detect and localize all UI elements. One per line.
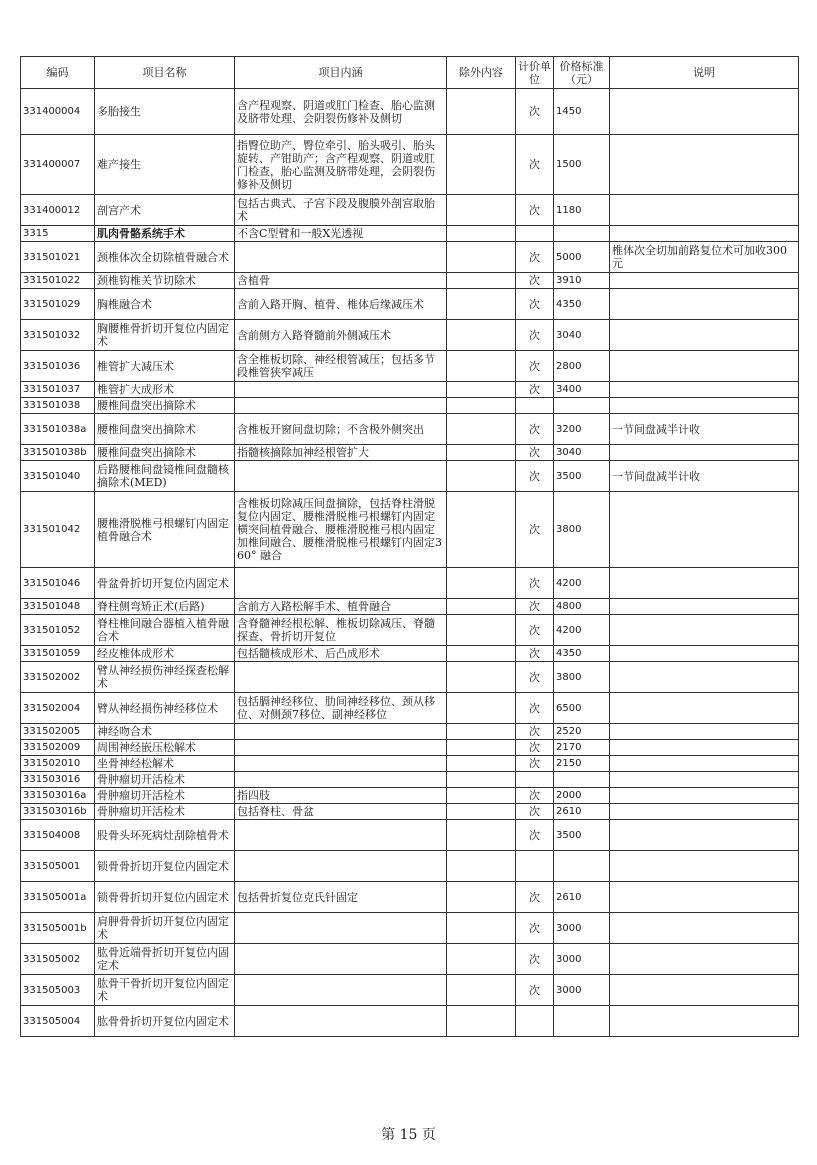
item-price [554,226,610,242]
item-code: 331501032 [21,320,95,351]
item-exclusions [447,398,516,414]
item-name: 肱骨骨折切开复位内固定术 [95,1006,235,1037]
item-note [610,820,799,851]
item-content: 包括古典式、子宫下段及腹膜外剖宫取胎术 [235,195,447,226]
table-row [21,195,799,226]
item-unit [516,398,554,414]
item-content [235,398,447,414]
item-price: 4200 [554,568,610,599]
item-name: 周围神经嵌压松解术 [95,740,235,756]
item-name: 胸椎融合术 [95,289,235,320]
item-note [610,135,799,195]
item-code: 331505002 [21,944,95,975]
table-row [21,944,799,975]
item-price: 2520 [554,724,610,740]
item-name: 颈椎体次全切除植骨融合术 [95,242,235,273]
table-row [21,226,799,242]
item-price: 3000 [554,975,610,1006]
item-content: 包括脊柱、骨盆 [235,804,447,820]
item-exclusions [447,882,516,913]
item-code: 331501048 [21,599,95,615]
item-price: 2610 [554,882,610,913]
price-table-sheet [20,56,798,1037]
item-note [610,615,799,646]
item-name: 腰椎间盘突出摘除术 [95,398,235,414]
item-note [610,382,799,398]
item-code: 331502010 [21,756,95,772]
item-content [235,740,447,756]
item-note [610,788,799,804]
item-unit: 次 [516,492,554,568]
header-name: 项目名称 [95,57,235,89]
item-unit: 次 [516,135,554,195]
item-exclusions [447,913,516,944]
table-row [21,662,799,693]
item-name: 臂从神经损伤神经探查松解术 [95,662,235,693]
item-name: 椎管扩大减压术 [95,351,235,382]
header-content: 项目内涵 [235,57,447,89]
item-code: 331501021 [21,242,95,273]
item-unit: 次 [516,289,554,320]
item-content [235,913,447,944]
item-exclusions [447,756,516,772]
item-code: 331502002 [21,662,95,693]
item-price: 2610 [554,804,610,820]
item-content [235,1006,447,1037]
table-row [21,646,799,662]
item-code: 331501059 [21,646,95,662]
table-row [21,414,799,445]
table-row [21,724,799,740]
item-exclusions [447,599,516,615]
item-content: 含前方入路松解手术、植骨融合 [235,599,447,615]
item-note [610,693,799,724]
item-content: 含椎板切除减压间盘摘除，包括脊柱滑脱复位内固定、腰椎滑脱椎弓根螺钉内固定横突间植骨融合、腰椎滑脱椎弓根内固定加椎间融合、腰椎滑脱椎弓根螺钉内固定360° 融合 [235,492,447,568]
item-price [554,398,610,414]
item-exclusions [447,414,516,445]
item-content [235,242,447,273]
item-code: 331501022 [21,273,95,289]
item-code: 331400007 [21,135,95,195]
item-name: 锁骨骨折切开复位内固定术 [95,882,235,913]
item-price: 2150 [554,756,610,772]
item-exclusions [447,772,516,788]
item-exclusions [447,693,516,724]
item-content: 含椎板开窗间盘切除；不含极外侧突出 [235,414,447,445]
table-row [21,135,799,195]
item-note: 一节间盘减半计收 [610,461,799,492]
item-code: 331503016a [21,788,95,804]
table-body [21,89,799,1037]
item-unit: 次 [516,975,554,1006]
item-code: 331503016 [21,772,95,788]
item-content [235,944,447,975]
item-name: 神经吻合术 [95,724,235,740]
item-name: 股骨头坏死病灶刮除植骨术 [95,820,235,851]
item-note [610,289,799,320]
item-unit: 次 [516,615,554,646]
item-content [235,975,447,1006]
item-name: 多胎接生 [95,89,235,135]
item-note [610,662,799,693]
item-note [610,944,799,975]
item-price: 6500 [554,693,610,724]
table-row [21,568,799,599]
item-unit: 次 [516,273,554,289]
table-row [21,242,799,273]
item-note [610,568,799,599]
item-price: 1450 [554,89,610,135]
item-unit: 次 [516,724,554,740]
item-name: 臂从神经损伤神经移位术 [95,693,235,724]
item-note: 一节间盘减半计收 [610,414,799,445]
item-exclusions [447,1006,516,1037]
item-exclusions [447,382,516,398]
table-row [21,273,799,289]
header-unit: 计价单位 [516,57,554,89]
item-exclusions [447,615,516,646]
item-exclusions [447,273,516,289]
item-name: 腰椎间盘突出摘除术 [95,445,235,461]
item-note [610,398,799,414]
item-price: 1180 [554,195,610,226]
item-exclusions [447,351,516,382]
item-price: 3500 [554,461,610,492]
item-name: 难产接生 [95,135,235,195]
table-row [21,492,799,568]
item-price [554,1006,610,1037]
item-exclusions [447,242,516,273]
item-price: 3500 [554,820,610,851]
item-exclusions [447,820,516,851]
item-exclusions [447,320,516,351]
item-unit [516,1006,554,1037]
item-unit: 次 [516,89,554,135]
item-note [610,226,799,242]
item-name: 坐骨神经松解术 [95,756,235,772]
item-price [554,851,610,882]
item-price: 3800 [554,662,610,693]
item-content: 不含C型臂和一般X光透视 [235,226,447,242]
item-name: 腰椎滑脱椎弓根螺钉内固定植骨融合术 [95,492,235,568]
table-row [21,820,799,851]
item-exclusions [447,851,516,882]
page-number: 第 15 页 [381,1127,436,1143]
item-content [235,662,447,693]
item-content [235,724,447,740]
item-exclusions [447,226,516,242]
item-name: 后路腰椎间盘镜椎间盘髓核摘除术(MED) [95,461,235,492]
table-row [21,289,799,320]
item-code: 331501037 [21,382,95,398]
table-row [21,851,799,882]
item-code: 331501040 [21,461,95,492]
item-unit: 次 [516,882,554,913]
item-price: 4800 [554,599,610,615]
item-content [235,756,447,772]
item-unit: 次 [516,913,554,944]
item-note [610,273,799,289]
item-note [610,975,799,1006]
item-exclusions [447,461,516,492]
item-name: 脊柱椎间融合器植入植骨融合术 [95,615,235,646]
item-exclusions [447,646,516,662]
item-unit [516,226,554,242]
item-price: 3000 [554,913,610,944]
item-unit: 次 [516,756,554,772]
item-content: 指臀位助产、臀位牵引、胎头吸引、胎头旋转、产钳助产；含产程观察、阴道或肛门检查，胎心监测及脐带处理，会阴裂伤修补及侧切 [235,135,447,195]
item-unit: 次 [516,820,554,851]
item-unit [516,851,554,882]
item-name: 肌肉骨骼系统手术 [95,226,235,242]
table-row [21,461,799,492]
item-unit: 次 [516,568,554,599]
item-name: 锁骨骨折切开复位内固定术 [95,851,235,882]
item-unit: 次 [516,804,554,820]
item-content [235,851,447,882]
table-row [21,599,799,615]
item-unit: 次 [516,788,554,804]
item-code: 331400004 [21,89,95,135]
item-name: 肱骨干骨折切开复位内固定术 [95,975,235,1006]
item-code: 331504008 [21,820,95,851]
item-content: 指四肢 [235,788,447,804]
item-code: 331400012 [21,195,95,226]
price-table [20,56,799,1037]
item-price: 3040 [554,445,610,461]
item-name: 肩胛骨骨折切开复位内固定术 [95,913,235,944]
item-price: 2170 [554,740,610,756]
item-code: 331502004 [21,693,95,724]
item-unit: 次 [516,662,554,693]
item-content: 包括膈神经移位、肋间神经移位、颈从移位、对侧颈7移位、副神经移位 [235,693,447,724]
item-content [235,772,447,788]
item-price: 3400 [554,382,610,398]
item-exclusions [447,724,516,740]
item-price: 2000 [554,788,610,804]
table-row [21,445,799,461]
item-exclusions [447,492,516,568]
item-name: 骨肿瘤切开活检术 [95,772,235,788]
item-note [610,804,799,820]
item-unit: 次 [516,445,554,461]
item-unit: 次 [516,646,554,662]
item-price: 3000 [554,944,610,975]
item-price: 4350 [554,646,610,662]
table-row [21,772,799,788]
table-row [21,351,799,382]
item-note [610,724,799,740]
item-price: 3040 [554,320,610,351]
item-code: 331501029 [21,289,95,320]
item-code: 331505001b [21,913,95,944]
item-note [610,646,799,662]
item-code: 331505001a [21,882,95,913]
item-note [610,756,799,772]
item-name: 脊柱侧弯矫正术(后路) [95,599,235,615]
item-content: 含产程观察、阴道或肛门检查、胎心监测及脐带处理、会阴裂伤修补及侧切 [235,89,447,135]
item-price: 3800 [554,492,610,568]
item-content [235,820,447,851]
item-name: 椎管扩大成形术 [95,382,235,398]
item-code: 331502005 [21,724,95,740]
table-row [21,882,799,913]
item-price: 4200 [554,615,610,646]
item-code: 331501046 [21,568,95,599]
item-code: 331505001 [21,851,95,882]
item-content [235,461,447,492]
header-note: 说明 [610,57,799,89]
item-note [610,445,799,461]
table-row [21,320,799,351]
item-code: 331501052 [21,615,95,646]
table-row [21,788,799,804]
item-price: 1500 [554,135,610,195]
item-content [235,568,447,599]
item-price [554,772,610,788]
item-content: 含植骨 [235,273,447,289]
item-note: 椎体次全切加前路复位术可加收300元 [610,242,799,273]
table-row [21,975,799,1006]
item-unit: 次 [516,320,554,351]
item-unit: 次 [516,414,554,445]
item-code: 331501036 [21,351,95,382]
item-exclusions [447,804,516,820]
item-unit: 次 [516,351,554,382]
table-row [21,382,799,398]
table-row [21,615,799,646]
item-name: 颈椎钩椎关节切除术 [95,273,235,289]
item-code: 331505004 [21,1006,95,1037]
item-note [610,882,799,913]
header-exclusions: 除外内容 [447,57,516,89]
item-name: 经皮椎体成形术 [95,646,235,662]
item-unit: 次 [516,461,554,492]
item-code: 331505003 [21,975,95,1006]
table-header-row [21,57,799,89]
table-row [21,756,799,772]
item-name: 腰椎间盘突出摘除术 [95,414,235,445]
item-unit: 次 [516,242,554,273]
item-exclusions [447,289,516,320]
item-note [610,913,799,944]
item-unit: 次 [516,195,554,226]
item-name: 剖宫产术 [95,195,235,226]
item-price: 2800 [554,351,610,382]
header-price: 价格标准（元） [554,57,610,89]
item-name: 胸腰椎骨折切开复位内固定术 [95,320,235,351]
item-content: 包括髓核成形术、后凸成形术 [235,646,447,662]
item-exclusions [447,195,516,226]
item-name: 骨盆骨折切开复位内固定术 [95,568,235,599]
item-exclusions [447,89,516,135]
item-code: 331501038b [21,445,95,461]
item-exclusions [447,944,516,975]
item-content [235,382,447,398]
item-code: 331501038a [21,414,95,445]
item-content: 含前侧方入路脊髓前外侧减压术 [235,320,447,351]
item-exclusions [447,788,516,804]
item-note [610,195,799,226]
item-note [610,351,799,382]
item-code: 331502009 [21,740,95,756]
item-content: 含脊髓神经根松解、椎板切除减压、脊髓探查、骨折切开复位 [235,615,447,646]
item-price: 4350 [554,289,610,320]
item-exclusions [447,445,516,461]
item-price: 5000 [554,242,610,273]
table-row [21,1006,799,1037]
item-exclusions [447,568,516,599]
table-row [21,740,799,756]
item-note [610,772,799,788]
item-note [610,89,799,135]
item-code: 3315 [21,226,95,242]
item-price: 3200 [554,414,610,445]
item-exclusions [447,662,516,693]
item-exclusions [447,975,516,1006]
item-content: 含全椎板切除、神经根管减压；包括多节段椎管狭窄减压 [235,351,447,382]
table-row [21,89,799,135]
item-unit: 次 [516,599,554,615]
table-row [21,804,799,820]
item-name: 骨肿瘤切开活检术 [95,788,235,804]
item-unit: 次 [516,740,554,756]
item-code: 331501042 [21,492,95,568]
item-note [610,320,799,351]
item-price: 3910 [554,273,610,289]
item-note [610,1006,799,1037]
item-content: 指髓核摘除加神经根管扩大 [235,445,447,461]
item-name: 骨肿瘤切开活检术 [95,804,235,820]
table-row [21,913,799,944]
item-note [610,740,799,756]
item-name: 肱骨近端骨折切开复位内固定术 [95,944,235,975]
item-unit: 次 [516,693,554,724]
item-note [610,599,799,615]
item-content: 含前入路开胸、植骨、椎体后缘减压术 [235,289,447,320]
item-code: 331501038 [21,398,95,414]
item-note [610,492,799,568]
item-unit: 次 [516,382,554,398]
item-content: 包括骨折复位克氏针固定 [235,882,447,913]
table-row [21,398,799,414]
header-code: 编码 [21,57,95,89]
item-unit [516,772,554,788]
item-note [610,851,799,882]
item-exclusions [447,135,516,195]
table-row [21,693,799,724]
item-exclusions [447,740,516,756]
item-code: 331503016b [21,804,95,820]
item-unit: 次 [516,944,554,975]
